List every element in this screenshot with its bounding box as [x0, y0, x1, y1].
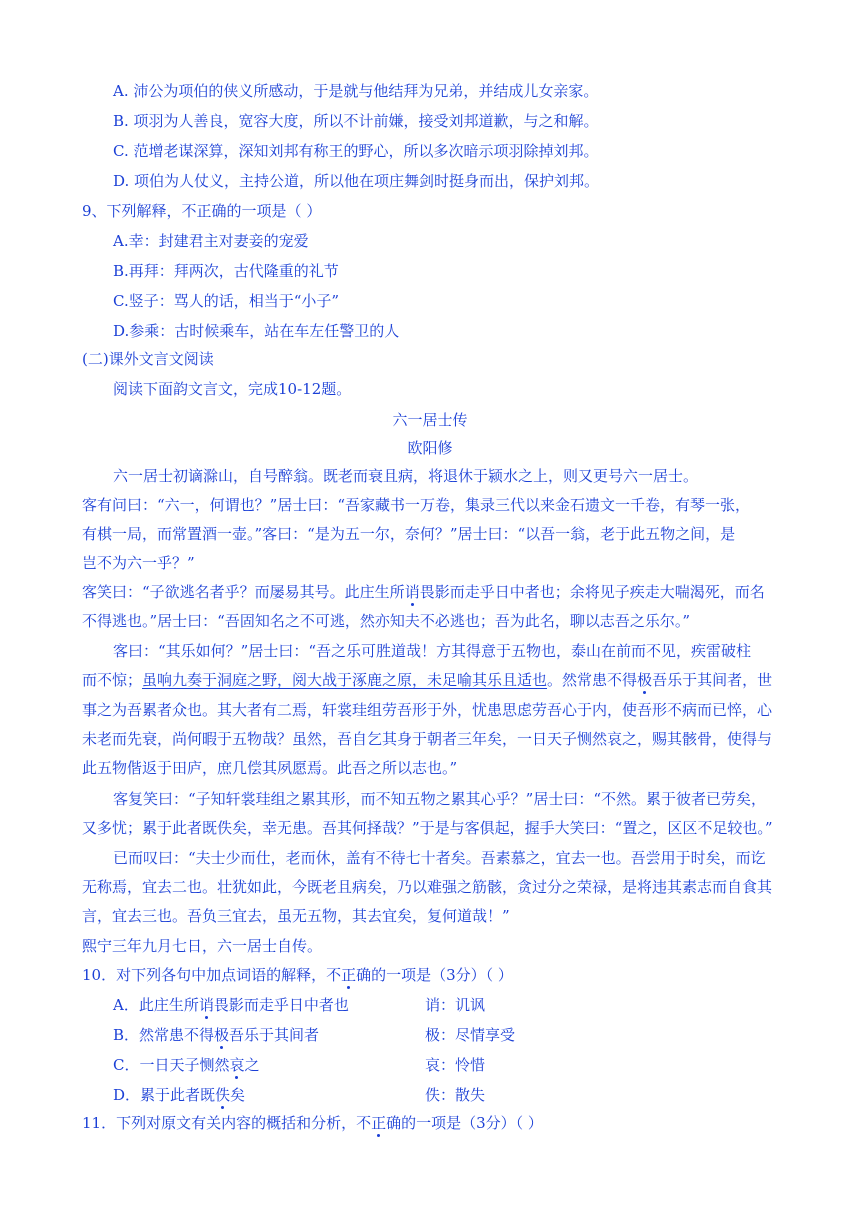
text-run: C．一日天子恻然 — [113, 1056, 230, 1074]
q10-option-d — [113, 1085, 813, 1105]
underlined-sentence: 虽响九奏于洞庭之野，阅大战于涿鹿之原，未足喻其乐且适也 — [142, 671, 548, 689]
text-run: A．此庄生所 — [113, 996, 199, 1014]
q9-stem: 9、下列解释，不正确的一项是（ ） — [82, 202, 322, 220]
passage-line: 客复笑曰：“子知轩裳珪组之累其形，而不知五物之累其心乎？”居士曰：“不然。累于彼者已劳矣， — [113, 790, 767, 808]
text-run: 畏影而走乎日中者也；余将见子疾走大喘渴死，而名 — [419, 583, 765, 601]
text-run: 吾乐于其间者，世 — [652, 671, 773, 689]
dotted-word: 极 — [214, 1026, 230, 1044]
passage-line: 已而叹曰：“夫士少而仕，老而休，盖有不待七十者矣。吾素慕之，宜去一也。吾尝用于时矣，而讫 — [113, 849, 766, 867]
passage-line: 事之为吾累者众也。其大者有二焉，轩裳珪组劳吾形于外，忧患思虑劳吾心于内，使吾形不病而已悴，心 — [82, 701, 773, 719]
passage-line: 六一居士初谪滁山，自号醉翁。既老而衰且病，将退休于颍水之上，则又更号六一居士。 — [113, 467, 699, 485]
q8-option-d: D. 项伯为人仗义，主持公道，所以他在项庄舞剑时挺身而出，保护刘邦。 — [113, 172, 600, 190]
text-run: 的一项是（3分）（ ） — [371, 966, 513, 984]
passage-author: 欧阳修 — [407, 439, 453, 457]
dotted-word: 哀 — [229, 1056, 245, 1074]
dotted-word: 诮 — [198, 996, 214, 1014]
passage-line: 客曰：“其乐如何？”居士曰：“吾之乐可胜道哉！方其得意于五物也，泰山在前而不见，疾雷破柱 — [113, 642, 752, 660]
passage-line: 不得逃也。”居士曰：“吾固知名之不可逃，然亦知夫不必逃也；吾为此名，聊以志吾之乐尔。” — [82, 612, 691, 630]
q9-option-a: A.幸：封建君主对妻妾的宠爱 — [113, 232, 309, 250]
q8-option-c: C. 范增老谋深算，深知刘邦有称王的野心，所以多次暗示项羽除掉刘邦。 — [113, 142, 599, 160]
passage-line: 此五物偕返于田庐，庶几偿其夙愿焉。此吾之所以志也。” — [82, 759, 458, 777]
dotted-word: 极 — [637, 671, 653, 689]
text-run: 11．下列对原文有关内容的概括和分析， — [82, 1114, 357, 1132]
passage-line — [82, 670, 772, 690]
q9-option-c: C.竖子：骂人的话，相当于“小子” — [113, 292, 340, 310]
passage-line: 有棋一局，而常置酒一壶。”客曰：“是为五一尔，奈何？”居士曰：“以吾一翁，老于此五物之间，是 — [82, 525, 736, 543]
dotted-word: 诮 — [404, 583, 420, 601]
text-run: 客笑曰：“子欲逃名者乎？而屡易其号。此庄生所 — [82, 583, 405, 601]
q10-gloss: 佚：散失 — [425, 1086, 486, 1104]
q11-stem — [82, 1113, 543, 1133]
section-instruction: 阅读下面韵文言文，完成10-12题。 — [113, 380, 352, 398]
section-heading: (二)课外文言文阅读 — [82, 350, 214, 368]
q10-gloss: 诮：讥讽 — [425, 996, 486, 1014]
q10-option-c — [113, 1055, 813, 1075]
text-run: 吾乐于其间者 — [229, 1026, 320, 1044]
passage-line: 又多忧；累于此者既佚矣，幸无患。吾其何择哉？”于是与客俱起，握手大笑曰：“置之，区区不足较也。” — [82, 819, 773, 837]
q8-option-b: B. 项羽为人善良，宽容大度，所以不计前嫌，接受刘邦道歉，与之和解。 — [113, 112, 599, 130]
passage-line — [82, 582, 765, 602]
passage-line: 岂不为六一乎？” — [82, 554, 195, 572]
text-run: D．累于此者既 — [113, 1086, 216, 1104]
q10-gloss: 极：尽情享受 — [425, 1026, 516, 1044]
text-run: 的一项是（3分）（ ） — [401, 1114, 543, 1132]
passage-line: 无称焉，宜去二也。壮犹如此，今既老且病矣，乃以难强之筋骸，贪过分之荣禄，是将违其素志而自食其 — [82, 878, 773, 896]
q10-option-a — [113, 995, 813, 1015]
q10-stem — [82, 965, 513, 985]
q10-gloss: 哀：怜惜 — [425, 1056, 486, 1074]
dotted-word: 不正确 — [326, 966, 372, 984]
passage-line: 未老而先衰，尚何暇于五物哉？虽然，吾自乞其身于朝者三年矣，一日天子恻然哀之，赐其骸骨，使得与 — [82, 730, 773, 748]
text-run: 而不惊； — [82, 671, 143, 689]
passage-date-line: 熙宁三年九月七日，六一居士自传。 — [82, 937, 323, 955]
dotted-word: 不正确 — [356, 1114, 402, 1132]
text-run: 之 — [244, 1056, 260, 1074]
dotted-word: 佚 — [215, 1086, 231, 1104]
q9-option-d: D.参乘：古时候乘车，站在车左任警卫的人 — [113, 322, 400, 340]
passage-line: 客有问曰：“六一，何谓也？”居士曰：“吾家藏书一万卷，集录三代以来金石遗文一千卷，有琴一张， — [82, 496, 751, 514]
text-run: 畏影而走乎日中者也 — [213, 996, 349, 1014]
q8-option-a: A. 沛公为项伯的侠义所感动，于是就与他结拜为兄弟，并结成儿女亲家。 — [113, 82, 599, 100]
passage-line: 言，宜去三也。吾负三宜去，虽无五物，其去宜矣，复何道哉！” — [82, 907, 510, 925]
text-run: 。然常患不得 — [547, 671, 638, 689]
text-run: 10．对下列各句中加点词语的解释， — [82, 966, 327, 984]
q10-option-b — [113, 1025, 813, 1045]
passage-title: 六一居士传 — [392, 411, 468, 429]
q9-option-b: B.再拜：拜两次，古代隆重的礼节 — [113, 262, 339, 280]
text-run: 矣 — [230, 1086, 246, 1104]
text-run: B．然常患不得 — [113, 1026, 215, 1044]
